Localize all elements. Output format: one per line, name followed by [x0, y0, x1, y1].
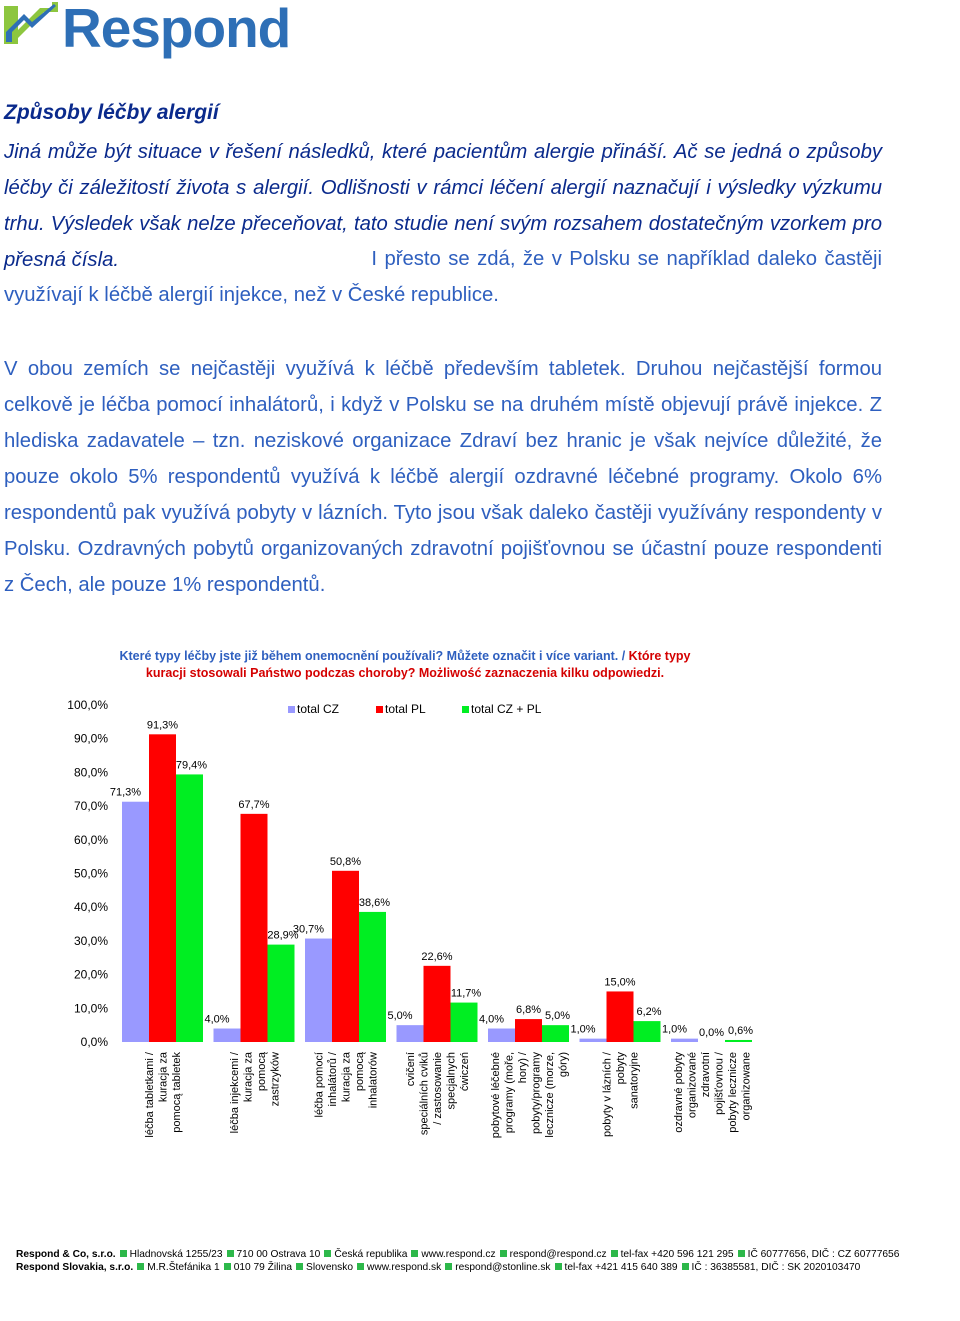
category-label: programy (moře,: [503, 1052, 516, 1134]
bar: [359, 912, 386, 1042]
data-label: 22,6%: [421, 950, 453, 963]
category-label: pomocą: [354, 1052, 366, 1092]
footer-line-1: [16, 1248, 899, 1261]
footer-part: tel-fax +421 415 640 389: [564, 1262, 678, 1273]
data-label: 30,7%: [292, 923, 325, 936]
data-label: 79,4%: [175, 759, 208, 772]
category-label: kuracja za: [242, 1052, 255, 1103]
y-tick-label: 70,0%: [73, 799, 108, 814]
category-label: pobyty/programy: [530, 1052, 543, 1134]
legend-swatch: [462, 706, 469, 713]
y-tick-label: 10,0%: [73, 1001, 108, 1016]
chart-question: [0, 648, 810, 682]
bar: [332, 871, 359, 1042]
chart-question-pl-2: kuracji stosowali Państwo podczas choroby? Możliwość zaznaczenia kilku odpowiedzi.: [145, 666, 665, 680]
footer-separator-icon: [296, 1263, 303, 1270]
footer-separator-icon: [137, 1263, 144, 1270]
footer-separator-icon: [224, 1263, 231, 1270]
footer-separator-icon: [120, 1250, 127, 1257]
data-label: 28,9%: [267, 929, 299, 942]
category-label: pojišťovnou /: [713, 1052, 726, 1115]
category-label: specjalnych: [445, 1052, 458, 1110]
y-tick-label: 80,0%: [73, 765, 108, 780]
footer-separator-icon: [738, 1250, 745, 1257]
y-tick-label: 100,0%: [67, 698, 108, 712]
data-label: 4,0%: [478, 1013, 505, 1026]
category-label: sanatoryjne: [628, 1052, 641, 1109]
bar: [214, 1029, 241, 1042]
data-label: 1,0%: [570, 1023, 596, 1036]
category-label: léčba tabletkami /: [144, 1052, 156, 1138]
y-tick-label: 60,0%: [73, 832, 108, 847]
bar: [671, 1039, 698, 1042]
footer-part: tel-fax +420 596 121 295: [620, 1249, 734, 1260]
logo-mark-icon: [4, 2, 58, 44]
footer-part: Slovensko: [306, 1262, 354, 1273]
footer: [16, 1248, 899, 1274]
data-label: 71,3%: [109, 786, 142, 799]
y-tick-label: 0,0%: [80, 1035, 108, 1049]
bar: [515, 1019, 542, 1042]
footer-part: M.R.Štefánika 1: [147, 1262, 220, 1273]
footer-part: respond@respond.cz: [509, 1249, 607, 1260]
footer-part: 710 00 Ostrava 10: [236, 1249, 321, 1260]
footer-part: 010 79 Žilina: [233, 1262, 293, 1273]
data-label: 5,0%: [544, 1010, 571, 1023]
category-label: speciálních cviků: [418, 1052, 431, 1136]
footer-part: Hladnovská 1255/23: [129, 1249, 223, 1260]
footer-separator-icon: [555, 1263, 562, 1270]
y-tick-label: 90,0%: [73, 731, 108, 746]
legend-swatch: [288, 706, 295, 713]
data-label: 5,0%: [387, 1010, 413, 1023]
data-label: 0,0%: [698, 1027, 725, 1039]
category-label: pobyty lecznicze: [726, 1052, 739, 1133]
footer-separator-icon: [682, 1263, 689, 1270]
bar: [268, 945, 295, 1042]
category-label: pobyty: [615, 1052, 627, 1085]
legend-label: total CZ: [297, 702, 340, 716]
category-label: góry): [557, 1052, 570, 1078]
data-label: 91,3%: [146, 719, 179, 732]
footer-separator-icon: [357, 1263, 364, 1270]
footer-separator-icon: [227, 1250, 234, 1257]
footer-company-2: Respond Slovakia, s.r.o.: [16, 1262, 134, 1273]
category-label: kuracja za: [157, 1052, 170, 1103]
legend-label: total PL: [385, 702, 426, 716]
legend-swatch: [376, 706, 383, 713]
data-label: 6,8%: [515, 1004, 542, 1017]
category-label: kuracja za: [340, 1052, 353, 1103]
bar: [725, 1040, 752, 1042]
category-label: léčba injekcemi /: [228, 1052, 241, 1134]
bar: [542, 1025, 569, 1042]
category-label: organizowane: [740, 1052, 753, 1121]
bar: [305, 939, 332, 1042]
category-label: hory) /: [516, 1052, 529, 1084]
category-label: pomocą: [255, 1052, 268, 1092]
data-label: 0,6%: [727, 1024, 754, 1037]
footer-separator-icon: [445, 1263, 452, 1270]
category-label: lecznicze (morze,: [543, 1052, 556, 1138]
footer-part: Česká republika: [334, 1249, 408, 1260]
category-label: ozdravné pobyty: [672, 1052, 685, 1133]
category-label: organizované: [686, 1052, 699, 1119]
category-label: zastrzyków: [269, 1052, 282, 1107]
bar: [241, 814, 268, 1042]
data-label: 1,0%: [661, 1023, 688, 1036]
bar: [176, 774, 203, 1042]
bar: [634, 1021, 661, 1042]
footer-part: www.respond.sk: [367, 1262, 442, 1273]
footer-line-2: [16, 1261, 899, 1274]
bar-chart: [0, 690, 960, 1150]
bar: [580, 1039, 607, 1042]
category-label: inhalátorů /: [327, 1052, 339, 1107]
bar: [397, 1025, 424, 1042]
category-label: inhalatorów: [367, 1052, 380, 1109]
paragraph-2: V obou zemích se nejčastěji využívá k léčbě především tabletek. Druhou nejčastější formou celkově je léčba pomocí inhalátorů, i když v Polsku se na druhém místě objevují právě injekce. Z hlediska zadavatele – tzn. neziskové organizace Zdraví bez hranic je však nejvíce důležité, že pouze okolo 5% respondentů využívá k léčbě alergií ozdravné léčebné programy. Okolo 6% respondentů pak využívá pobyty v lázních. Tyto jsou však daleko častěji využívány respondenty v Polsku. Ozdravných pobytů organizovaných zdravotní pojišťovnou se účastní pouze respondenti z Čech, ale pouze 1% respondentů.: [4, 358, 882, 596]
data-label: 11,7%: [450, 987, 482, 1000]
y-tick-label: 50,0%: [73, 866, 108, 881]
footer-part: IČ 60777656, DIČ : CZ 60777656: [747, 1249, 900, 1260]
bar: [607, 991, 634, 1042]
footer-separator-icon: [411, 1250, 418, 1257]
y-tick-label: 20,0%: [73, 967, 108, 982]
footer-part: www.respond.cz: [421, 1249, 496, 1260]
category-label: pobytové léčebné: [489, 1052, 502, 1139]
chart-question-pl-1: Które typy: [628, 649, 691, 663]
category-label: ćwiczeń: [459, 1052, 471, 1092]
footer-separator-icon: [500, 1250, 507, 1257]
y-tick-label: 30,0%: [73, 933, 108, 948]
footer-separator-icon: [324, 1250, 331, 1257]
paragraph-1: [4, 241, 882, 313]
footer-part: IČ : 36385581, DIČ : SK 2020103470: [691, 1262, 861, 1273]
bar: [424, 966, 451, 1042]
category-label: pomocą tabletek: [171, 1052, 183, 1133]
bar: [488, 1029, 515, 1042]
footer-separator-icon: [611, 1250, 618, 1257]
category-label: zdravotní: [699, 1052, 712, 1098]
data-label: 50,8%: [329, 855, 362, 868]
category-label: léčba pomocí: [313, 1052, 326, 1118]
y-tick-label: 40,0%: [73, 900, 108, 915]
data-label: 4,0%: [204, 1013, 230, 1026]
data-label: 67,7%: [238, 798, 270, 811]
bar: [149, 734, 176, 1042]
category-label: / zastosowanie: [432, 1052, 444, 1125]
legend-label: total CZ + PL: [471, 702, 542, 716]
section-title: Způsoby léčby alergií: [4, 101, 219, 124]
category-label: pobyty v lázních /: [601, 1052, 614, 1137]
bar: [122, 802, 149, 1042]
data-label: 15,0%: [604, 976, 636, 989]
brand-name: Respond: [62, 0, 291, 59]
bar: [451, 1003, 478, 1042]
data-label: 38,6%: [358, 896, 391, 909]
paragraph-1-text: I přesto se zdá, že v Polsku se například daleko častěji využívají k léčbě alergií injekce, než v České republice.: [4, 248, 882, 306]
footer-part: respond@stonline.sk: [455, 1262, 551, 1273]
intro-text: Jiná může být situace v řešení následků, které pacientům alergie přináší. Ač se jedná o způsoby léčby či záležitostí života s alergií. Odlišnosti v rámci léčení alergií naznačují i výsledky výzkumu trhu. Výsledek však nelze přeceňovat, tato studie není svým rozsahem dostatečným vzorkem pro přesná čísla.: [4, 141, 882, 271]
footer-company-1: Respond & Co, s.r.o.: [16, 1249, 116, 1260]
data-label: 6,2%: [636, 1006, 662, 1019]
chart-question-cz: Které typy léčby jste již během onemocnění používali? Můžete označit i více variant. /: [119, 649, 626, 663]
category-label: cvičení: [405, 1052, 417, 1087]
